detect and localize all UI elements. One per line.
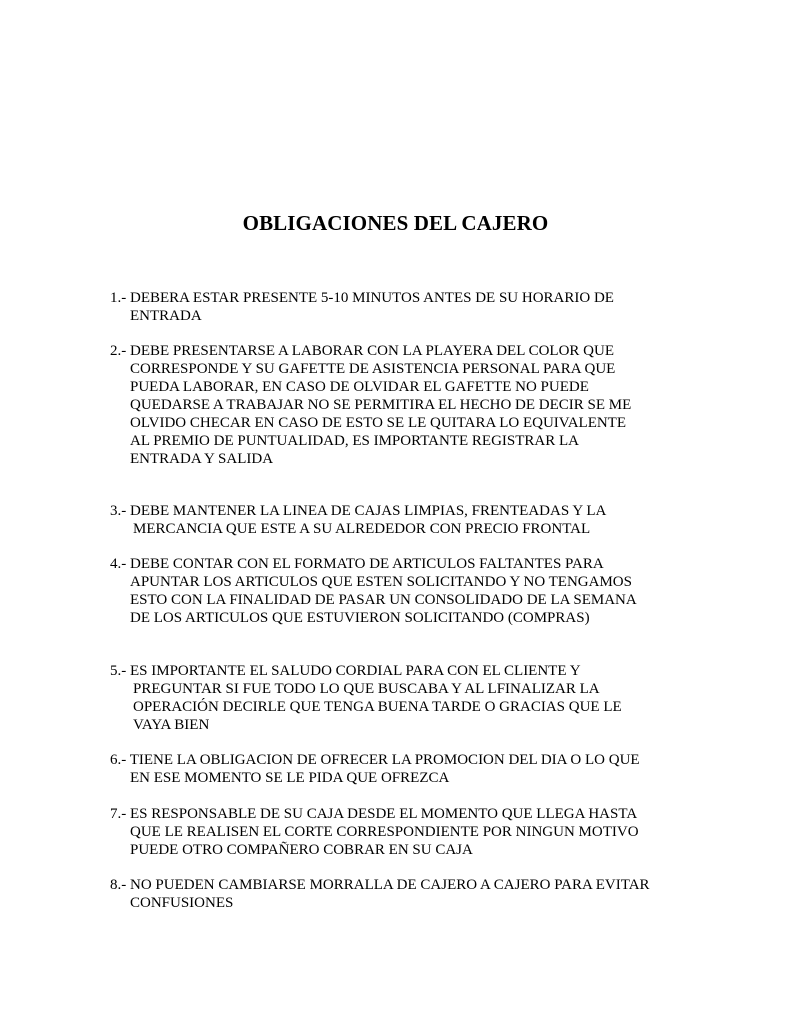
item-line: CONFUSIONES <box>130 895 234 911</box>
list-item-2 <box>110 342 710 468</box>
item-line: PUEDE OTRO COMPAÑERO COBRAR EN SU CAJA <box>130 842 473 858</box>
item-line: ENTRADA <box>130 308 202 324</box>
item-line: 6.- TIENE LA OBLIGACION DE OFRECER LA PROMOCION DEL DIA O LO QUE <box>110 752 640 768</box>
item-line: MERCANCIA QUE ESTE A SU ALREDEDOR CON PRECIO FRONTAL <box>133 521 591 537</box>
item-line: APUNTAR LOS ARTICULOS QUE ESTEN SOLICITANDO Y NO TENGAMOS <box>130 574 632 590</box>
item-line: 7.- ES RESPONSABLE DE SU CAJA DESDE EL MOMENTO QUE LLEGA HASTA <box>110 806 638 822</box>
item-line: 8.- NO PUEDEN CAMBIARSE MORRALLA DE CAJERO A CAJERO PARA EVITAR <box>110 877 650 893</box>
item-line: QUEDARSE A TRABAJAR NO SE PERMITIRA EL HECHO DE DECIR SE ME <box>130 397 632 413</box>
list-item-1 <box>110 289 710 325</box>
item-line: QUE LE REALISEN EL CORTE CORRESPONDIENTE POR NINGUN MOTIVO <box>130 824 639 840</box>
item-line: 1.- DEBERA ESTAR PRESENTE 5-10 MINUTOS ANTES DE SU HORARIO DE <box>110 290 614 306</box>
item-line: ESTO CON LA FINALIDAD DE PASAR UN CONSOLIDADO DE LA SEMANA <box>130 592 637 608</box>
item-line: OPERACIÓN DECIRLE QUE TENGA BUENA TARDE O GRACIAS QUE LE <box>133 699 622 715</box>
list-item-8 <box>110 876 710 912</box>
item-line: AL PREMIO DE PUNTUALIDAD, ES IMPORTANTE REGISTRAR LA <box>130 433 580 449</box>
list-item-6 <box>110 751 710 787</box>
item-line: 4.- DEBE CONTAR CON EL FORMATO DE ARTICULOS FALTANTES PARA <box>110 556 604 572</box>
list-item-5 <box>110 662 710 734</box>
item-line: 5.- ES IMPORTANTE EL SALUDO CORDIAL PARA CON EL CLIENTE Y <box>110 663 581 679</box>
item-line: ENTRADA Y SALIDA <box>130 451 274 467</box>
list-item-7 <box>110 805 710 859</box>
document-title: OBLIGACIONES DEL CAJERO <box>242 211 549 235</box>
list-item-4 <box>110 555 710 627</box>
item-line: VAYA BIEN <box>133 717 210 733</box>
list-item-3 <box>110 502 710 538</box>
item-line: CORRESPONDE Y SU GAFETTE DE ASISTENCIA PERSONAL PARA QUE <box>130 361 616 377</box>
item-line: 3.- DEBE MANTENER LA LINEA DE CAJAS LIMPIAS, FRENTEADAS Y LA <box>110 503 607 519</box>
item-line: OLVIDO CHECAR EN CASO DE ESTO SE LE QUITARA LO EQUIVALENTE <box>130 415 627 431</box>
item-line: 2.- DEBE PRESENTARSE A LABORAR CON LA PLAYERA DEL COLOR QUE <box>110 343 614 359</box>
item-line: DE LOS ARTICULOS QUE ESTUVIERON SOLICITANDO (COMPRAS) <box>130 610 590 626</box>
item-line: EN ESE MOMENTO SE LE PIDA QUE OFREZCA <box>130 770 450 786</box>
item-line: PREGUNTAR SI FUE TODO LO QUE BUSCABA Y AL LFINALIZAR LA <box>133 681 600 697</box>
item-line: PUEDA LABORAR, EN CASO DE OLVIDAR EL GAFETTE NO PUEDE <box>130 379 589 395</box>
